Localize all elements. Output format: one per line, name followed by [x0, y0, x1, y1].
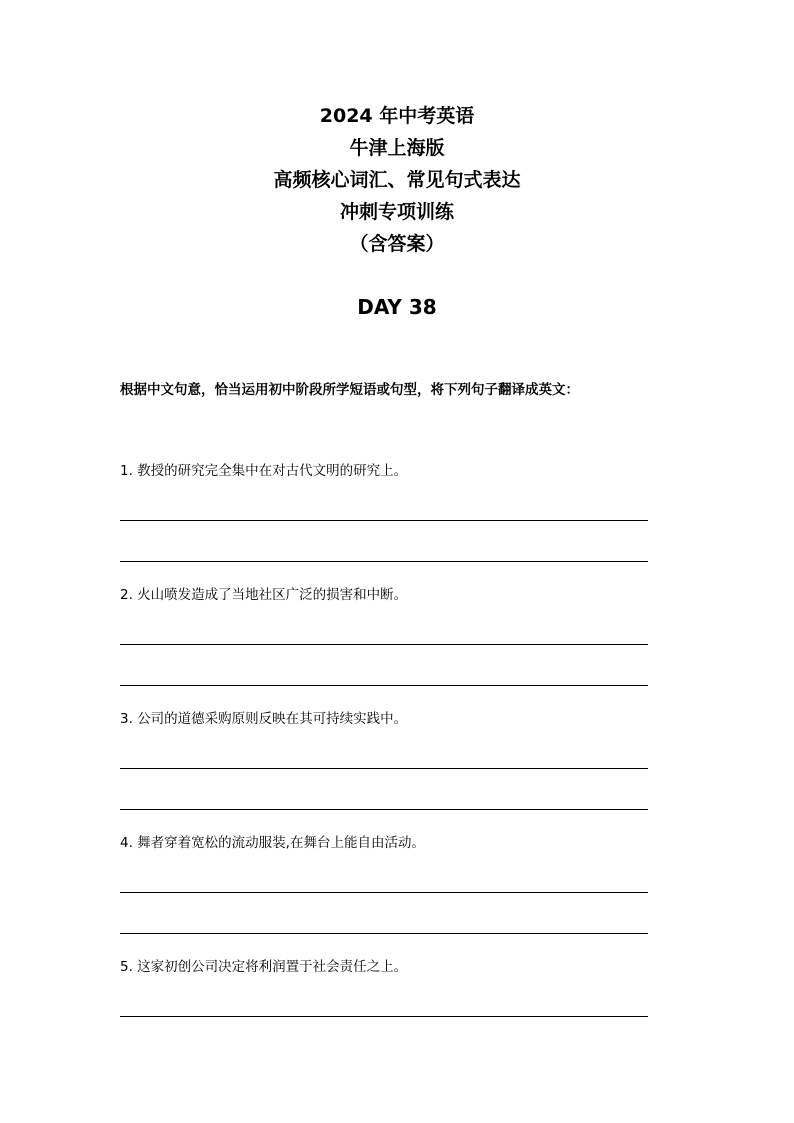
question-text: 4. 舞者穿着宽松的流动服装,在舞台上能自由活动。 [120, 835, 425, 851]
question-item [120, 585, 648, 605]
question-item [120, 833, 648, 853]
title-line-answers-note: （含答案） [349, 233, 445, 255]
question-text: 3. 公司的道德采购原则反映在其可持续实践中。 [120, 711, 408, 727]
day-label: DAY 38 [357, 295, 437, 319]
answer-line [120, 685, 648, 686]
question-text: 2. 火山喷发造成了当地社区广泛的损害和中断。 [120, 587, 408, 603]
question-item [120, 461, 648, 481]
answer-line [120, 768, 648, 769]
instruction-text: 根据中文句意，恰当运用初中阶段所学短语或句型，将下列句子翻译成英文： [120, 382, 579, 398]
question-item [120, 709, 648, 729]
answer-line [120, 809, 648, 810]
question-item [120, 957, 648, 977]
question-text: 5. 这家初创公司决定将利润置于社会责任之上。 [120, 959, 408, 975]
title-line-training: 冲刺专项训练 [339, 201, 454, 223]
answer-line [120, 644, 648, 645]
answer-line [120, 933, 648, 934]
answer-line [120, 1016, 648, 1017]
document-title [0, 100, 794, 260]
title-line-edition: 牛津上海版 [349, 137, 445, 159]
question-text: 1. 教授的研究完全集中在对古代文明的研究上。 [120, 463, 408, 479]
title-line-topic: 高频核心词汇、常见句式表达 [273, 169, 521, 191]
answer-line [120, 892, 648, 893]
title-line-year-subject: 2024 年中考英语 [319, 105, 475, 127]
answer-line [120, 520, 648, 521]
answer-line [120, 561, 648, 562]
